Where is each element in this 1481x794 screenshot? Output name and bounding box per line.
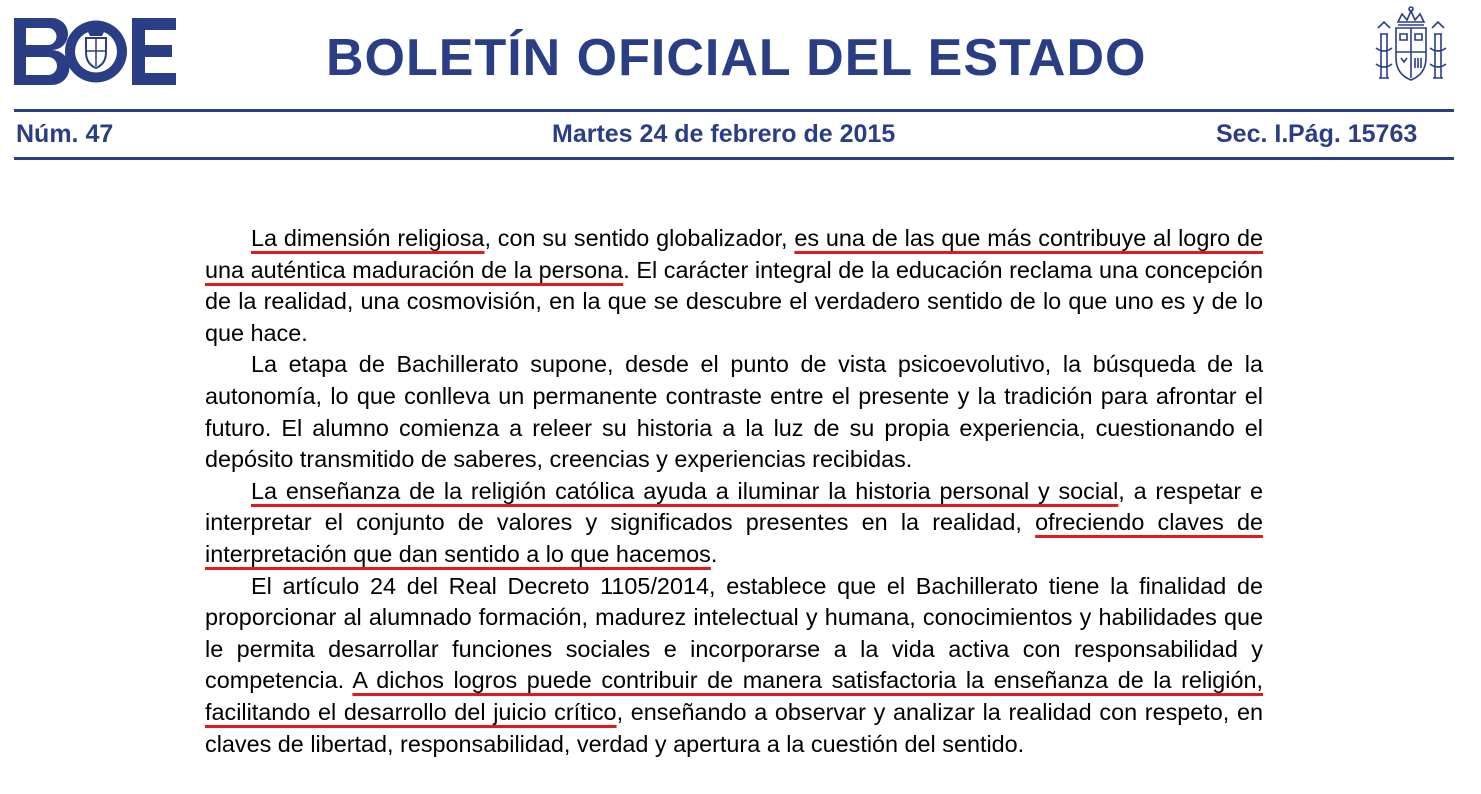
paragraph — [205, 349, 1263, 475]
issue-number: Núm. 47 — [16, 120, 114, 148]
text-run-underlined: ofreciendo claves de interpretación que dan sentido a lo que hacemos — [205, 509, 1263, 567]
text-run-underlined: es una de las que más contribuye al logro de una auténtica maduración de la persona — [205, 225, 1263, 283]
text-run: El artículo 24 del Real Decreto 1105/2014, establece que el Bachillerato tiene la finalidad de proporcionar al alumnado formación, madurez intelectual y humana, conocimientos y habilidades que le permita desarrollar funciones sociales e incorporarse a la vida activa con responsabilidad y competencia. — [205, 572, 1263, 694]
issue-date: Martes 24 de febrero de 2015 — [552, 120, 896, 148]
section-label: Sec. I. — [1216, 120, 1289, 148]
text-run: , a respetar e interpretar el conjunto de valores y significados presentes en la realidad, — [205, 477, 1264, 536]
text-run-underlined: La enseñanza de la religión católica ayuda a iluminar la historia personal y social — [251, 477, 1119, 504]
boe-logo — [14, 18, 176, 85]
text-run: . El carácter integral de la educación reclama una concepción de la realidad, una cosmovisión, en la que se descubre el verdadero sentido de lo que uno es y de lo que hace. — [205, 256, 1263, 346]
text-run: La etapa de Bachillerato supone, desde el punto de vista psicoevolutivo, la búsqueda de la autonomía, lo que conlleva un permanente contraste entre el presente y la tradición para afrontar el futuro. El alumno comienza a releer su historia a la luz de su propia experiencia, cuestionando el depósito transmitido de saberes, creencias y experiencias recibidas. — [205, 351, 1263, 473]
text-run: , enseñando a observar y analizar la realidad con respeto, en claves de libertad, responsabilidad, verdad y apertura a la cuestión del sentido. — [205, 698, 1263, 757]
document-body — [205, 223, 1263, 760]
paragraph — [205, 223, 1263, 349]
text-run: . — [710, 540, 718, 567]
paragraph — [205, 571, 1263, 761]
page-number: Pág. 15763 — [1288, 120, 1418, 148]
paragraph — [205, 476, 1263, 571]
text-run-underlined: La dimensión religiosa — [251, 225, 485, 251]
header-rule-top — [14, 109, 1454, 112]
text-run-underlined: A dichos logros puede contribuir de manera satisfactoria la enseñanza de la religión, facilitando el desarrollo del juicio crítico — [205, 667, 1263, 725]
coat-of-arms-icon — [1368, 4, 1454, 92]
text-run: , con su sentido globalizador, — [484, 225, 795, 251]
page-title: BOLETÍN OFICIAL DEL ESTADO — [326, 29, 1147, 87]
header-rule-bottom — [14, 157, 1454, 160]
